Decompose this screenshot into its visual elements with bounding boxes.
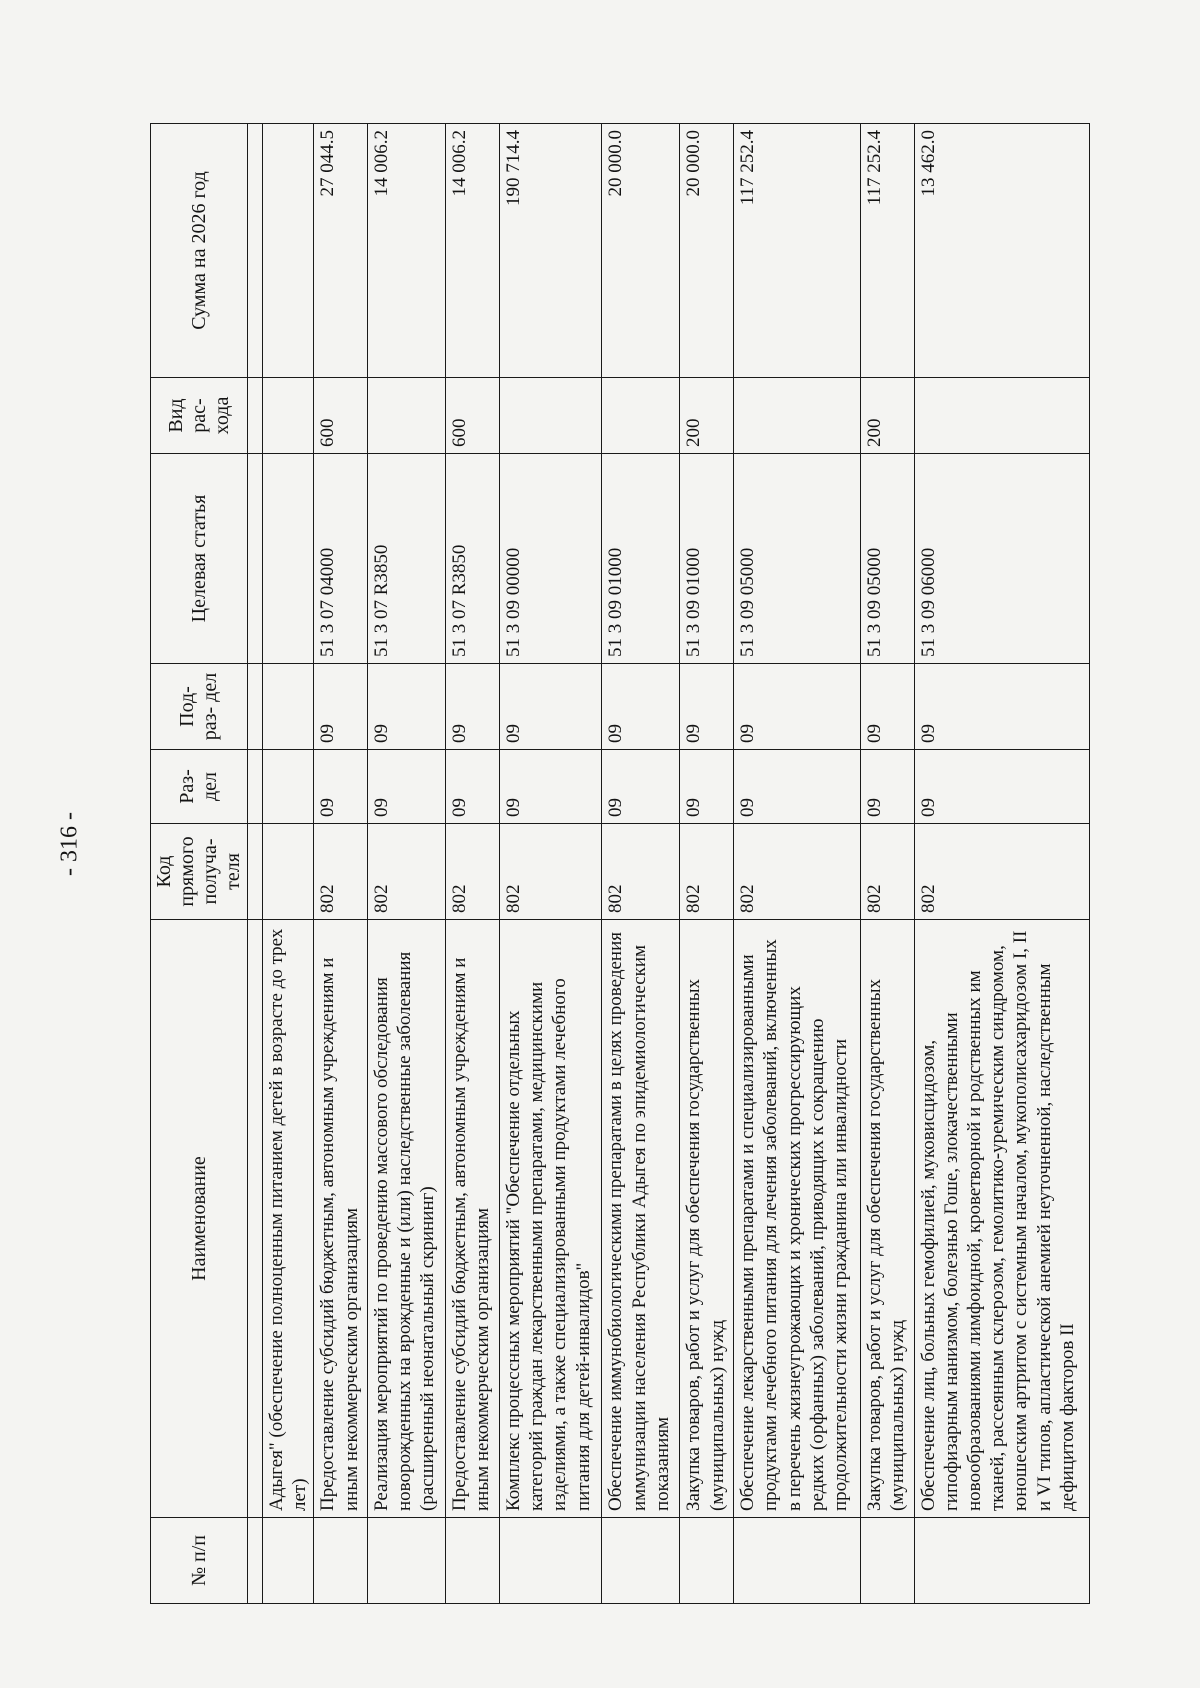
cell-target: 51 3 09 05000 [734, 454, 861, 664]
cell-name: Закупка товаров, работ и услуг для обеспечения государственных (муниципальных) нужд [860, 920, 914, 1518]
cell-num [680, 1518, 734, 1604]
cell-exptype [914, 378, 1089, 454]
cell-blank [248, 664, 263, 750]
header-name: Наименование [151, 920, 248, 1518]
cell-target: 51 3 09 01000 [680, 454, 734, 664]
cell-num [368, 1518, 446, 1604]
cell-exptype [602, 378, 680, 454]
cell-blank [248, 824, 263, 920]
cell-section: 09 [680, 750, 734, 824]
cell-blank [263, 124, 314, 378]
cell-section: 09 [860, 750, 914, 824]
cell-blank [263, 664, 314, 750]
table-row [914, 124, 1089, 1604]
cell-section: 09 [446, 750, 500, 824]
cell-subsection: 09 [860, 664, 914, 750]
cell-recipient: 802 [602, 824, 680, 920]
cell-num [314, 1518, 368, 1604]
table-row [446, 124, 500, 1604]
header-num: № п/п [151, 1518, 248, 1604]
cell-exptype: 600 [446, 378, 500, 454]
cell-amount: 117 252.4 [734, 124, 861, 378]
table-row [860, 124, 914, 1604]
cell-exptype [734, 378, 861, 454]
cell-subsection: 09 [680, 664, 734, 750]
cell-blank [248, 920, 263, 1518]
cell-target: 51 3 09 01000 [602, 454, 680, 664]
cell-recipient: 802 [680, 824, 734, 920]
cell-exptype [500, 378, 602, 454]
cell-recipient: 802 [860, 824, 914, 920]
cell-target: 51 3 09 06000 [914, 454, 1089, 664]
cell-exptype: 200 [680, 378, 734, 454]
cell-subsection: 09 [314, 664, 368, 750]
cell-blank [248, 1518, 263, 1604]
cell-recipient: 802 [446, 824, 500, 920]
cell-name: Адыгея" (обеспечение полноценным питанием детей в возрасте до трех лет) [263, 920, 314, 1518]
budget-table [150, 123, 1090, 1604]
spacer-row [248, 124, 263, 1604]
table-row [368, 124, 446, 1604]
cell-section: 09 [368, 750, 446, 824]
cell-section: 09 [602, 750, 680, 824]
table-row [680, 124, 734, 1604]
cell-recipient: 802 [368, 824, 446, 920]
cell-num [602, 1518, 680, 1604]
cell-subsection: 09 [734, 664, 861, 750]
cell-num [914, 1518, 1089, 1604]
cell-subsection: 09 [602, 664, 680, 750]
header-section: Раз- дел [151, 750, 248, 824]
cell-name: Закупка товаров, работ и услуг для обеспечения государственных (муниципальных) нужд [680, 920, 734, 1518]
table-row [602, 124, 680, 1604]
cell-blank [248, 454, 263, 664]
continuation-row [263, 124, 314, 1604]
cell-section: 09 [500, 750, 602, 824]
cell-num [446, 1518, 500, 1604]
cell-target: 51 3 07 R3850 [446, 454, 500, 664]
cell-amount: 20 000.0 [680, 124, 734, 378]
cell-amount: 14 006.2 [368, 124, 446, 378]
cell-section: 09 [734, 750, 861, 824]
header-target: Целевая статья [151, 454, 248, 664]
cell-name: Обеспечение иммунобиологическими препаратами в целях проведения иммунизации населения Республики Адыгея по эпидемиологическим показаниям [602, 920, 680, 1518]
cell-blank [263, 824, 314, 920]
cell-name: Реализация мероприятий по проведению массового обследования новорожденных на врожденные и (или) наследственные заболевания (расширенный неонатальный скрининг) [368, 920, 446, 1518]
cell-amount: 190 714.4 [500, 124, 602, 378]
cell-target: 51 3 07 R3850 [368, 454, 446, 664]
cell-blank [248, 378, 263, 454]
table-row [500, 124, 602, 1604]
cell-name: Обеспечение лекарственными препаратами и специализированными продуктами лечебного питания для лечения заболеваний, включенных в перечень жизнеугрожающих и хронических прогрессирующих редких (орфанных) заболеваний, приводящих к сокращению продолжительности жизни гражданина или инвалидности [734, 920, 861, 1518]
header-exptype: Вид рас- хода [151, 378, 248, 454]
cell-section: 09 [914, 750, 1089, 824]
cell-recipient: 802 [734, 824, 861, 920]
cell-blank [263, 378, 314, 454]
table-row [734, 124, 861, 1604]
cell-name: Предоставление субсидий бюджетным, автономным учреждениям и иным некоммерческим организациям [446, 920, 500, 1518]
page-number: - 316 - [56, 812, 83, 876]
cell-subsection: 09 [446, 664, 500, 750]
cell-amount: 14 006.2 [446, 124, 500, 378]
header-recipient: Код прямого получа- теля [151, 824, 248, 920]
cell-subsection: 09 [914, 664, 1089, 750]
cell-exptype: 600 [314, 378, 368, 454]
cell-exptype: 200 [860, 378, 914, 454]
cell-exptype [368, 378, 446, 454]
cell-target: 51 3 09 05000 [860, 454, 914, 664]
cell-blank [263, 454, 314, 664]
cell-target: 51 3 09 00000 [500, 454, 602, 664]
cell-amount: 20 000.0 [602, 124, 680, 378]
cell-amount: 117 252.4 [860, 124, 914, 378]
header-subsection: Под- раз- дел [151, 664, 248, 750]
cell-blank [248, 124, 263, 378]
cell-num [263, 1518, 314, 1604]
cell-num [500, 1518, 602, 1604]
cell-target: 51 3 07 04000 [314, 454, 368, 664]
cell-num [734, 1518, 861, 1604]
cell-name: Комплекс процессных мероприятий "Обеспечение отдельных категорий граждан лекарственными препаратами, медицинскими изделиями, а также специализированными продуктами лечебного питания для детей-инвалидов" [500, 920, 602, 1518]
table-row [314, 124, 368, 1604]
cell-section: 09 [314, 750, 368, 824]
cell-name: Предоставление субсидий бюджетным, автономным учреждениям и иным некоммерческим организациям [314, 920, 368, 1518]
cell-num [860, 1518, 914, 1604]
cell-blank [248, 750, 263, 824]
header-amount: Сумма на 2026 год [151, 124, 248, 378]
cell-subsection: 09 [500, 664, 602, 750]
budget-table-rotated [150, 124, 1090, 1604]
header-row [151, 124, 248, 1604]
cell-subsection: 09 [368, 664, 446, 750]
cell-recipient: 802 [914, 824, 1089, 920]
cell-blank [263, 750, 314, 824]
cell-recipient: 802 [500, 824, 602, 920]
cell-name: Обеспечение лиц, больных гемофилией, муковисцидозом, гипофизарным нанизмом, болезнью Гоше, злокачественными новообразованиями лимфоидной, кроветворной и родственных им тканей, рассеянным склерозом, гемолитико-уремическим синдромом, юношеским артритом с системным началом, мукополисахаридозом I, II и VI типов, апластической анемией неуточненной, наследственным дефицитом факторов II [914, 920, 1089, 1518]
cell-amount: 27 044.5 [314, 124, 368, 378]
cell-recipient: 802 [314, 824, 368, 920]
cell-amount: 13 462.0 [914, 124, 1089, 378]
